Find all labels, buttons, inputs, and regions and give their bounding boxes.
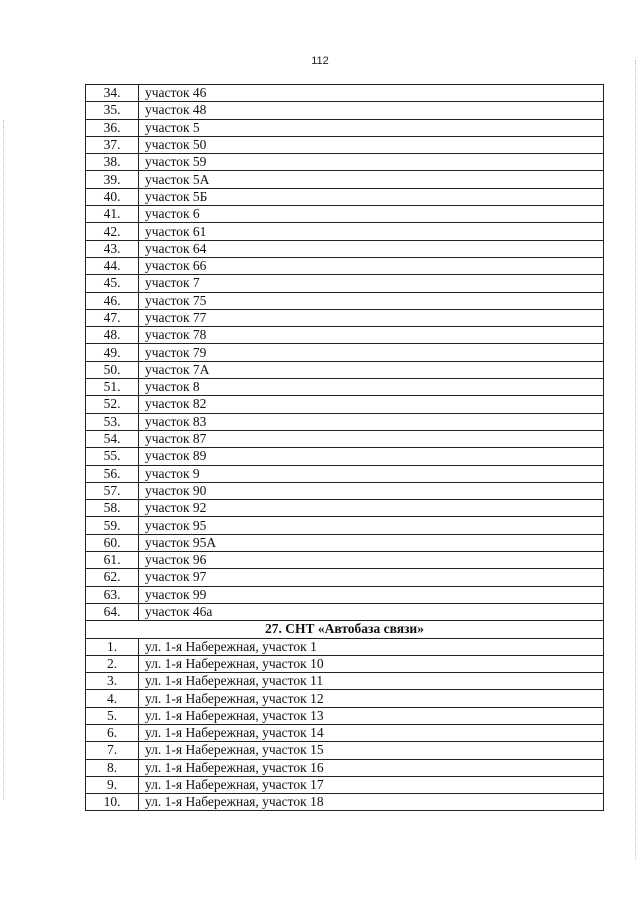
section-header-row [86, 621, 604, 638]
row-number: 58. [86, 500, 139, 517]
row-plot-name: участок 7А [139, 361, 604, 378]
row-number: 48. [86, 327, 139, 344]
table-row [86, 119, 604, 136]
row-number: 6. [86, 724, 139, 741]
row-number: 53. [86, 413, 139, 430]
table-row [86, 85, 604, 102]
table-row [86, 136, 604, 153]
table-row [86, 379, 604, 396]
row-number: 56. [86, 465, 139, 482]
row-plot-name: ул. 1-я Набережная, участок 1 [139, 638, 604, 655]
row-plot-name: участок 66 [139, 257, 604, 274]
row-plot-name: ул. 1-я Набережная, участок 11 [139, 673, 604, 690]
row-number: 9. [86, 776, 139, 793]
row-number: 40. [86, 188, 139, 205]
table-row [86, 257, 604, 274]
row-number: 10. [86, 794, 139, 811]
row-plot-name: участок 59 [139, 154, 604, 171]
row-plot-name: участок 90 [139, 482, 604, 499]
row-plot-name: участок 5А [139, 171, 604, 188]
row-plot-name: участок 78 [139, 327, 604, 344]
row-number: 4. [86, 690, 139, 707]
row-plot-name: участок 7 [139, 275, 604, 292]
row-plot-name: ул. 1-я Набережная, участок 15 [139, 742, 604, 759]
row-plot-name: ул. 1-я Набережная, участок 12 [139, 690, 604, 707]
table-row [86, 223, 604, 240]
row-plot-name: участок 99 [139, 586, 604, 603]
table-row [86, 742, 604, 759]
table-row [86, 655, 604, 672]
row-plot-name: участок 97 [139, 569, 604, 586]
table-row [86, 794, 604, 811]
row-number: 64. [86, 603, 139, 620]
row-plot-name: участок 46 [139, 85, 604, 102]
table-row [86, 171, 604, 188]
right-margin-scan-marks [635, 60, 637, 860]
row-number: 38. [86, 154, 139, 171]
table-row [86, 102, 604, 119]
row-plot-name: участок 79 [139, 344, 604, 361]
row-plot-name: ул. 1-я Набережная, участок 10 [139, 655, 604, 672]
section-title: 27. СНТ «Автобаза связи» [86, 621, 604, 638]
row-plot-name: участок 8 [139, 379, 604, 396]
row-number: 44. [86, 257, 139, 274]
table-row [86, 292, 604, 309]
table-row [86, 361, 604, 378]
table-row [86, 344, 604, 361]
table-row [86, 569, 604, 586]
row-plot-name: ул. 1-я Набережная, участок 17 [139, 776, 604, 793]
row-number: 3. [86, 673, 139, 690]
row-number: 46. [86, 292, 139, 309]
row-number: 35. [86, 102, 139, 119]
table-row [86, 396, 604, 413]
table-row [86, 638, 604, 655]
row-plot-name: участок 75 [139, 292, 604, 309]
table-row [86, 206, 604, 223]
row-number: 37. [86, 136, 139, 153]
row-number: 55. [86, 448, 139, 465]
row-plot-name: участок 64 [139, 240, 604, 257]
row-plot-name: участок 83 [139, 413, 604, 430]
row-number: 43. [86, 240, 139, 257]
row-plot-name: участок 82 [139, 396, 604, 413]
table-row [86, 465, 604, 482]
row-plot-name: участок 77 [139, 309, 604, 326]
table-row [86, 482, 604, 499]
table-row [86, 759, 604, 776]
table-row [86, 707, 604, 724]
page-number: 112 [311, 55, 329, 67]
row-number: 1. [86, 638, 139, 655]
table-row [86, 309, 604, 326]
table-row [86, 154, 604, 171]
table-row [86, 500, 604, 517]
row-plot-name: участок 48 [139, 102, 604, 119]
row-number: 60. [86, 534, 139, 551]
table-row [86, 673, 604, 690]
row-number: 63. [86, 586, 139, 603]
row-number: 8. [86, 759, 139, 776]
plots-table-body-part-b [86, 638, 604, 811]
row-number: 36. [86, 119, 139, 136]
table-row [86, 552, 604, 569]
table-row [86, 448, 604, 465]
row-plot-name: ул. 1-я Набережная, участок 13 [139, 707, 604, 724]
row-plot-name: ул. 1-я Набережная, участок 16 [139, 759, 604, 776]
table-row [86, 776, 604, 793]
row-plot-name: участок 96 [139, 552, 604, 569]
row-number: 51. [86, 379, 139, 396]
row-number: 5. [86, 707, 139, 724]
plots-table [85, 84, 604, 811]
row-plot-name: участок 95А [139, 534, 604, 551]
row-plot-name: участок 6 [139, 206, 604, 223]
row-number: 45. [86, 275, 139, 292]
table-row [86, 534, 604, 551]
left-margin-scan-marks [3, 120, 5, 800]
row-plot-name: ул. 1-я Набережная, участок 18 [139, 794, 604, 811]
table-row [86, 275, 604, 292]
row-number: 57. [86, 482, 139, 499]
plots-table-body-part-a [86, 85, 604, 621]
row-plot-name: участок 95 [139, 517, 604, 534]
table-row [86, 413, 604, 430]
row-number: 62. [86, 569, 139, 586]
row-number: 50. [86, 361, 139, 378]
row-number: 34. [86, 85, 139, 102]
table-row [86, 724, 604, 741]
table-row [86, 430, 604, 447]
row-plot-name: участок 5Б [139, 188, 604, 205]
row-plot-name: участок 87 [139, 430, 604, 447]
plots-table-container [85, 84, 603, 811]
row-number: 39. [86, 171, 139, 188]
row-number: 47. [86, 309, 139, 326]
table-row [86, 188, 604, 205]
row-number: 2. [86, 655, 139, 672]
row-plot-name: участок 46а [139, 603, 604, 620]
table-row [86, 586, 604, 603]
row-number: 41. [86, 206, 139, 223]
row-number: 7. [86, 742, 139, 759]
row-plot-name: участок 5 [139, 119, 604, 136]
table-row [86, 327, 604, 344]
row-plot-name: ул. 1-я Набережная, участок 14 [139, 724, 604, 741]
row-number: 59. [86, 517, 139, 534]
table-row [86, 603, 604, 620]
table-row [86, 517, 604, 534]
row-plot-name: участок 89 [139, 448, 604, 465]
row-number: 52. [86, 396, 139, 413]
section-header-body [86, 621, 604, 638]
table-row [86, 240, 604, 257]
row-plot-name: участок 61 [139, 223, 604, 240]
row-plot-name: участок 9 [139, 465, 604, 482]
row-plot-name: участок 50 [139, 136, 604, 153]
row-plot-name: участок 92 [139, 500, 604, 517]
row-number: 49. [86, 344, 139, 361]
table-row [86, 690, 604, 707]
row-number: 42. [86, 223, 139, 240]
row-number: 61. [86, 552, 139, 569]
row-number: 54. [86, 430, 139, 447]
